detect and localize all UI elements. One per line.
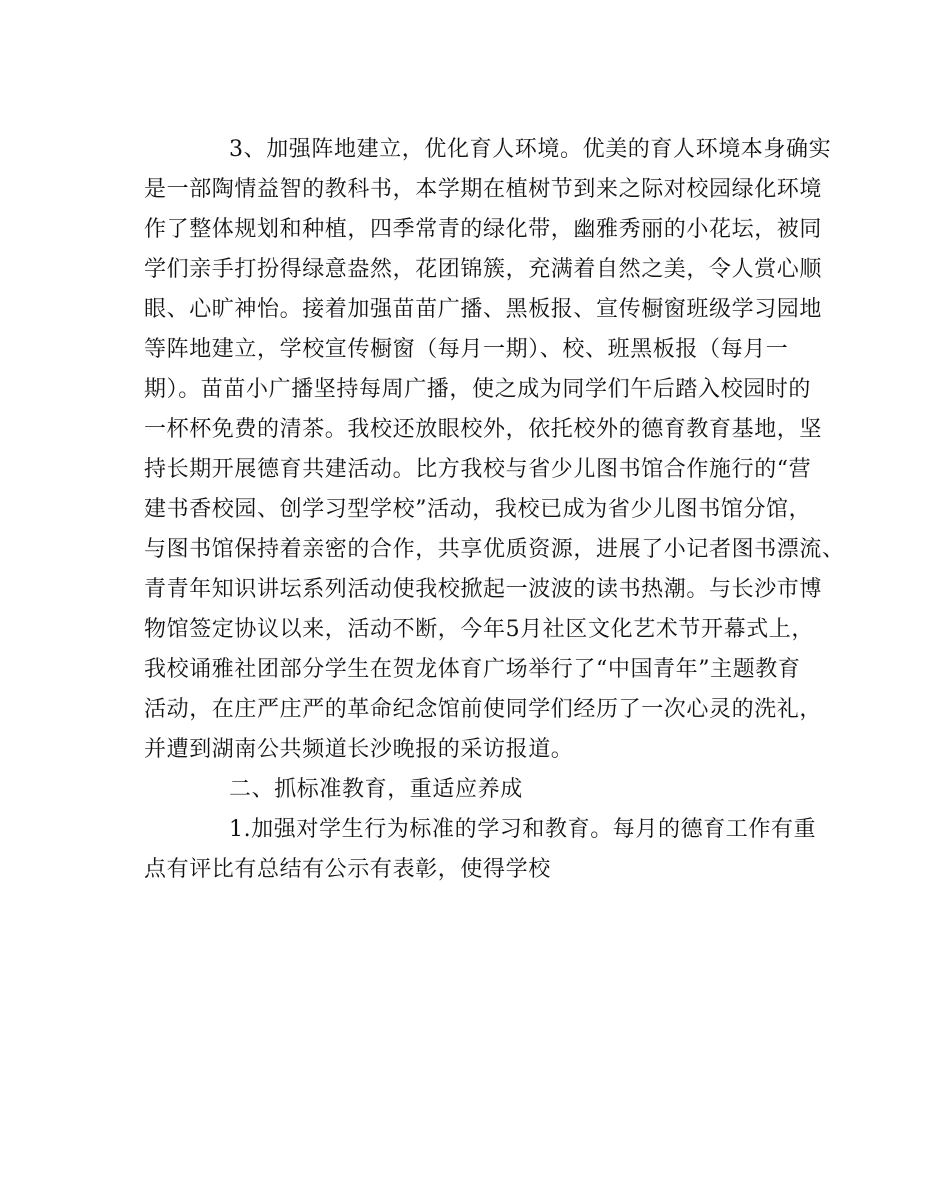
paragraph-line: 等阵地建立，学校宣传橱窗（每月一期）、校、班黑板报（每月一 <box>144 337 789 362</box>
paragraph-line: 眼、心旷神怡。接着加强苗苗广播、黑板报、宣传橱窗班级学习园地 <box>144 297 823 322</box>
paragraph-line: 1.加强对学生行为标准的学习和教育。每月的德育工作有重 <box>229 817 817 842</box>
document-body <box>144 130 845 890</box>
paragraph-line: 与图书馆保持着亲密的合作，共享优质资源，进展了小记者图书漂流、 <box>144 537 845 562</box>
paragraph-line: 期）。苗苗小广播坚持每周广播，使之成为同学们午后踏入校园时的 <box>144 377 812 402</box>
paragraph-line: 活动，在庄严庄严的革命纪念馆前使同学们经历了一次心灵的洗礼， <box>144 697 823 722</box>
paragraph-line: 持长期开展德育共建活动。比方我校与省少儿图书馆合作施行的“营 <box>144 457 812 482</box>
paragraph-line: 建书香校园、创学习型学校”活动，我校已成为省少儿图书馆分馆， <box>144 497 812 522</box>
paragraph-line: 物馆签定协议以来，活动不断，今年5月社区文化艺术节开幕式上， <box>144 617 814 642</box>
paragraph-line: 点有评比有总结有公示有表彰，使得学校 <box>144 857 551 882</box>
paragraph-line: 作了整体规划和种植，四季常青的绿化带，幽雅秀丽的小花坛，被同 <box>144 217 823 242</box>
section-heading: 二、抓标准教育，重适应养成 <box>229 777 523 802</box>
paragraph-line: 一杯杯免费的清茶。我校还放眼校外，依托校外的德育教育基地，坚 <box>144 417 823 442</box>
paragraph-line: 3、加强阵地建立，优化育人环境。优美的育人环境本身确实 <box>229 137 832 162</box>
paragraph-line: 青青年知识讲坛系列活动使我校掀起一波波的读书热潮。与长沙市博 <box>144 577 823 602</box>
paragraph-line: 是一部陶情益智的教科书，本学期在植树节到来之际对校园绿化环境 <box>144 177 823 202</box>
paragraph-line: 学们亲手打扮得绿意盎然，花团锦簇，充满着自然之美，令人赏心顺 <box>144 257 823 282</box>
paragraph-line: 并遭到湖南公共频道长沙晚报的采访报道。 <box>144 737 574 762</box>
paragraph-line: 我校诵雅社团部分学生在贺龙体育广场举行了“中国青年”主题教育 <box>144 657 801 682</box>
